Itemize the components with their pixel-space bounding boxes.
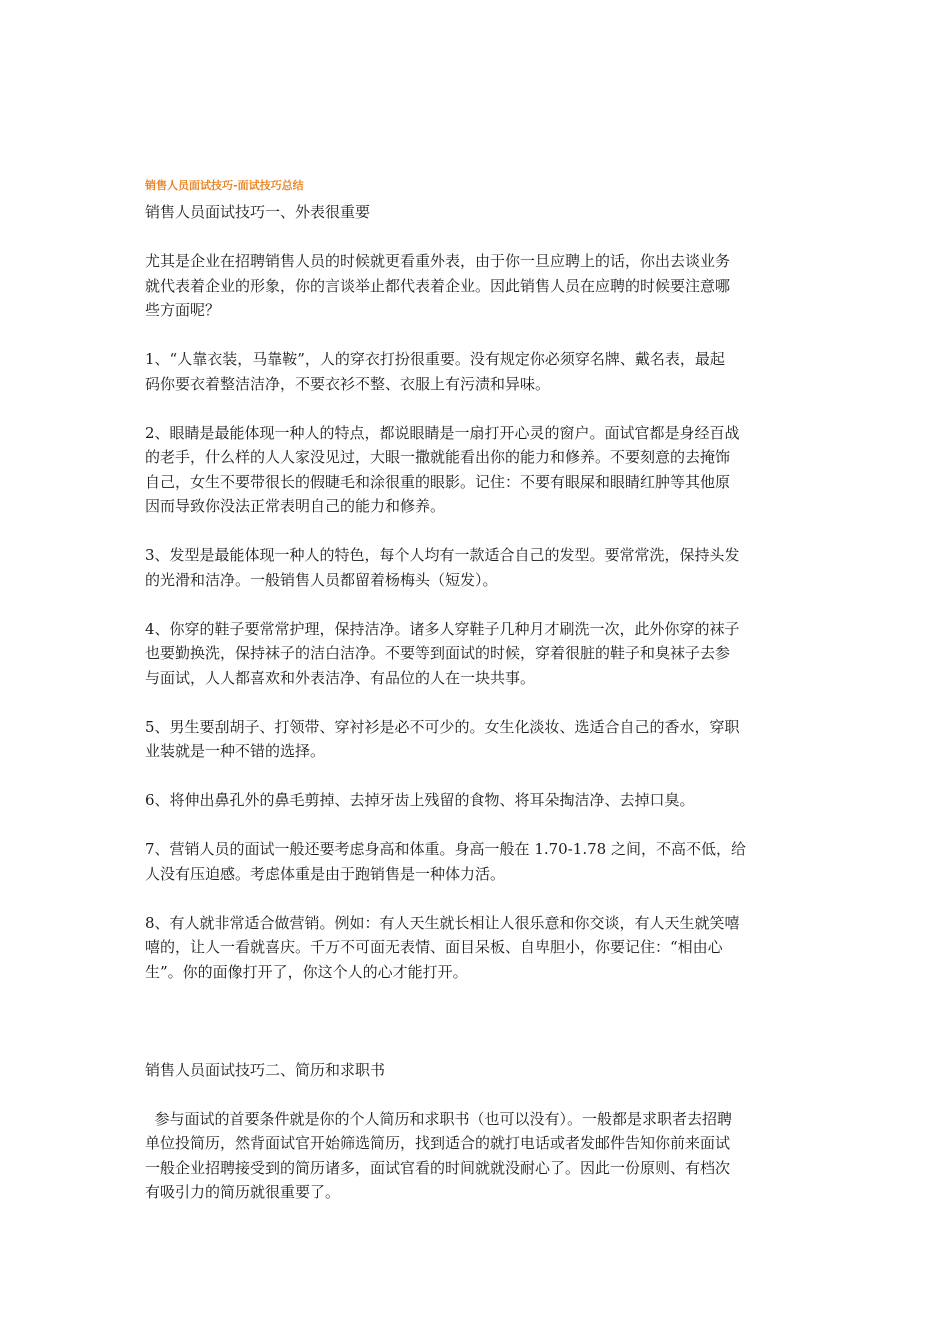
paragraph	[145, 617, 807, 691]
paragraph	[145, 347, 807, 396]
paragraph-line: 1、“人靠衣装，马靠鞍”，人的穿衣打扮很重要。没有规定你必须穿名牌、戴名表，最起	[145, 350, 725, 368]
paragraph-line: 2、眼睛是最能体现一种人的特点，都说眼睛是一扇打开心灵的窗户。面试官都是身经百战	[145, 423, 740, 442]
paragraph-line: 3、发型是最能体现一种人的特色，每个人均有一款适合自己的发型。要常常洗，保持头发	[145, 546, 740, 564]
paragraph-line: 7、营销人员的面试一般还要考虑身高和体重。身高一般在 1.70-1.78 之间，不高不低，给	[145, 840, 746, 858]
paragraph-line: 尤其是企业在招聘销售人员的时候就更看重外表，由于你一旦应聘上的话，你出去谈业务	[145, 252, 731, 270]
paragraph	[145, 715, 807, 764]
paragraph-line: 4、你穿的鞋子要常常护理，保持洁净。诸多人穿鞋子几种月才刷洗一次，此外你穿的袜子	[145, 619, 740, 638]
paragraph	[145, 1107, 807, 1205]
paragraph-line: 与面试，人人都喜欢和外表洁净、有品位的人在一块共事。	[145, 668, 536, 687]
paragraph-line: 自己，女生不要带很长的假睫毛和涂很重的眼影。记住：不要有眼屎和眼睛红肿等其他原	[145, 472, 731, 491]
section-spacer	[145, 1009, 807, 1058]
paragraph	[145, 911, 807, 985]
paragraph-line: 就代表着企业的形象，你的言谈举止都代表着企业。因此销售人员在应聘的时候要注意哪	[145, 276, 731, 295]
paragraph-line: 有吸引力的简历就很重要了。	[145, 1183, 341, 1201]
paragraph-line: 生”。你的面像打开了，你这个人的心才能打开。	[145, 962, 468, 981]
paragraph-line: 嘻的，让人一看就喜庆。千万不可面无表情、面目呆板、自卑胆小，你要记住：“相由心	[145, 938, 723, 956]
paragraph-line: 业装就是一种不错的选择。	[145, 742, 326, 760]
paragraph-line: 因而导致你没法正常表明自己的能力和修养。	[145, 497, 446, 515]
paragraph-line: 也要勤换洗，保持袜子的洁白洁净。不要等到面试的时候，穿着很脏的鞋子和臭袜子去参	[145, 644, 731, 662]
paragraph-line: 码你要衣着整洁洁净，不要衣衫不整、衣服上有污渍和异味。	[145, 374, 551, 393]
paragraph	[145, 421, 807, 519]
section-heading	[145, 1058, 807, 1083]
paragraph-line: 6、将伸出鼻孔外的鼻毛剪掉、去掉牙齿上残留的食物、将耳朵掏洁净、去掉口臭。	[145, 791, 695, 809]
paragraph-line: 的老手，什么样的人人家没见过，大眼一撒就能看出你的能力和修养。不要刻意的去掩饰	[145, 448, 731, 466]
paragraph-line: 单位投简历，然背面试官开始筛选简历，找到适合的就打电话或者发邮件告知你前来面试	[145, 1134, 731, 1152]
paragraph	[145, 543, 807, 592]
paragraph-line: 5、男生要刮胡子、打领带、穿衬衫是必不可少的。女生化淡妆、选适合自己的香水，穿职	[145, 717, 740, 736]
document-page	[145, 178, 807, 1229]
paragraph	[145, 788, 807, 813]
paragraph-line: 些方面呢？	[145, 301, 221, 319]
paragraph-line: 一般企业招聘接受到的简历诸多，面试官看的时间就就没耐心了。因此一份原则、有档次	[145, 1158, 731, 1177]
paragraph-line: 的光滑和洁净。一般销售人员都留着杨梅头（短发）。	[145, 570, 498, 589]
paragraph	[145, 837, 807, 886]
paragraph-line: 人没有压迫感。考虑体重是由于跑销售是一种体力活。	[145, 864, 506, 883]
document-title: 销售人员面试技巧-面试技巧总结	[145, 179, 304, 192]
section-heading	[145, 200, 807, 225]
paragraph-line: 8、有人就非常适合做营销。例如：有人天生就长相让人很乐意和你交谈，有人天生就笑嘻	[145, 913, 740, 932]
paragraph	[145, 249, 807, 323]
section-heading-text: 销售人员面试技巧二、简历和求职书	[145, 1060, 386, 1079]
section-heading-text: 销售人员面试技巧一、外表很重要	[145, 203, 371, 221]
paragraph-line: 参与面试的首要条件就是你的个人简历和求职书（也可以没有）。一般都是求职者去招聘	[145, 1109, 733, 1128]
